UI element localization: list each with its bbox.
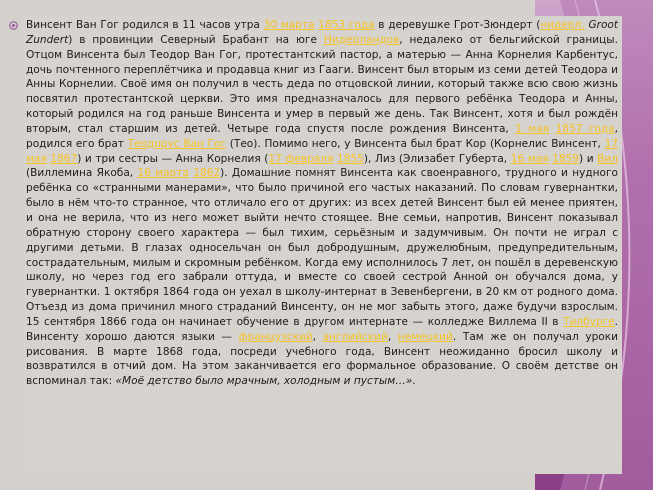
text-segment: . Там же он получал уроки рисования. В марте 1868 года, посреди учебного года, Винсент неожиданно бросил школу и возвратился в отчий дом. На этом заканчивается его формальное образование. О своём детстве он вспоминал так: xyxy=(26,330,618,388)
link-netherlands[interactable]: Нидерландов xyxy=(323,33,400,46)
text-segment: ). Домашние помнят Винсента как своенравного, трудного и нудного ребёнка со «странными манерами», что было причиной его частых наказаний. По словам гувернантки, было в нём что-то странное, что отличало его от других: из всех детей Винсент был ей менее приятен, и она не верила, что из него может выйти нечто стоящее. Вне семьи, напротив, Винсент показывал обратную сторону своего характера — был тихим, серьёзным и задумчивым. Он почти не играл с другими детьми. В глазах односельчан он был добродушным, дружелюбным, предупредительным, сострадательным, милым и скромным ребёнком. Когда ему исполнилось 7 лет, он пошёл в деревенскую школу, но через год его забрали оттуда, и вместе со своей сестрой Анной он обучался дома, у гувернантки. 1 октября 1864 года он уехал в школу-интернат в Зевенбергени, в 20 км от родного дома. Отъезд из дома причинил много страданий Винсенту, он не мог забыть этого, даже будучи взрослым. 15 сентября 1866 года он начинает обучение в другом интернате — колледже Виллема II в xyxy=(26,167,619,328)
target-bullet-icon xyxy=(9,21,21,33)
text-segment: ) и xyxy=(579,152,598,165)
link-1857-year[interactable]: 1857 года xyxy=(555,122,615,135)
link-1-may[interactable]: 1 мая xyxy=(515,122,550,135)
text-segment: ) и три сестры — Анна Корнелия ( xyxy=(77,152,269,165)
link-1855[interactable]: 1855 xyxy=(337,152,364,165)
text-segment: Винсент Ван Гог родился в 11 часов утра xyxy=(26,19,264,31)
link-1853-year[interactable]: 1853 года xyxy=(318,19,375,31)
link-17-february[interactable]: 17 февраля xyxy=(268,152,334,165)
link-english[interactable]: английский xyxy=(322,330,388,343)
text-segment: в деревушке Грот-Зюндерт ( xyxy=(374,19,541,31)
italic-groot-zundert: Groot Zundert xyxy=(26,19,619,46)
text-segment: (Тео). Помимо него, у Винсента был брат Кор (Корнелис Винсент, xyxy=(226,137,605,150)
text-segment: . xyxy=(412,375,416,388)
text-segment: ) в провинции Северный Брабант на юге xyxy=(68,33,324,46)
link-16-march[interactable]: 16 марта xyxy=(137,167,189,180)
link-wil[interactable]: Вил xyxy=(597,152,619,165)
text-segment: , xyxy=(312,330,323,343)
text-segment: . Винсенту хорошо даются языки — xyxy=(26,315,618,343)
link-1862[interactable]: 1862 xyxy=(193,167,221,180)
link-dutch-lang[interactable]: нидерл. xyxy=(540,19,585,31)
text-segment: (Виллемина Якоба, xyxy=(26,167,138,180)
link-1859[interactable]: 1859 xyxy=(552,152,579,165)
link-tilburg[interactable]: Тилбурге xyxy=(563,315,615,328)
italic-childhood-quote: «Моё детство было мрачным, холодным и пустым…» xyxy=(115,375,413,388)
link-30-march[interactable]: 30 марта xyxy=(263,19,315,31)
text-segment: ), Лиз (Элизабет Губерта, xyxy=(363,152,511,165)
text-segment: , xyxy=(387,330,398,343)
text-segment: , родился его брат xyxy=(26,122,618,150)
biography-paragraph xyxy=(26,18,618,389)
link-theodorus-van-gogh[interactable]: Теодорус Ван Гог xyxy=(127,137,227,150)
text-segment: , недалеко от бельгийской границы. Отцом Винсента был Теодор Ван Гог, протестантский пастор, а матерью — Анна Корнелия Карбентус, дочь почтенного переплётчика и продавца книг из Гааги. Винсент был вторым из семи детей Теодора и Анны Корнелии. Своё имя он получил в честь деда по отцовской линии, который также всю свою жизнь посвятил протестантской церкви. Это имя предназначалось для первого ребёнка Теодора и Анны, который родился на год раньше Винсента и умер в первый же день. Так Винсент, хотя и был рождён вторым, стал старшим из детей. Четыре года спустя после рождения Винсента, xyxy=(26,33,618,135)
link-1867[interactable]: 1867 xyxy=(50,152,78,165)
link-16-may[interactable]: 16 мая xyxy=(510,152,549,165)
link-17-may[interactable]: 17 мая xyxy=(26,137,619,165)
link-french[interactable]: французский xyxy=(238,330,313,343)
link-german[interactable]: немецкий xyxy=(397,330,453,343)
